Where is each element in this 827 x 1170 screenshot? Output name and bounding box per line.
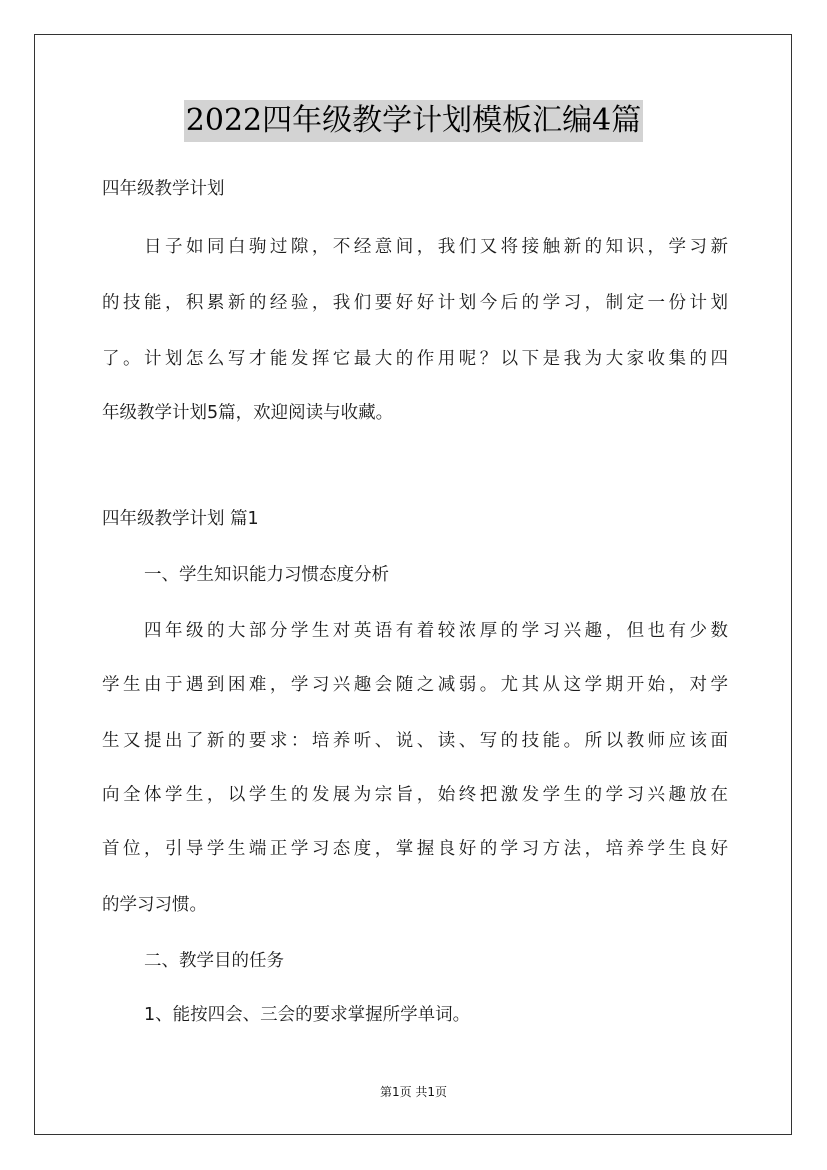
analysis-line-1: 四年级的大部分学生对英语有着较浓厚的学习兴趣，但也有少数	[144, 621, 728, 641]
section-heading: 四年级教学计划	[102, 179, 225, 199]
analysis-line-3: 生又提出了新的要求：培养听、说、读、写的技能。所以教师应该面	[102, 731, 728, 751]
article-heading: 四年级教学计划 篇1	[102, 509, 259, 529]
intro-line-2: 的技能，积累新的经验，我们要好好计划今后的学习，制定一份计划	[102, 293, 728, 313]
page-footer	[0, 1083, 827, 1100]
subheading-student-analysis: 一、学生知识能力习惯态度分析	[144, 565, 389, 585]
analysis-line-4: 向全体学生，以学生的发展为宗旨，始终把激发学生的学习兴趣放在	[102, 785, 728, 805]
analysis-line-5: 首位，引导学生端正学习态度，掌握良好的学习方法，培养学生良好	[102, 839, 728, 859]
intro-line-3: 了。计划怎么写才能发挥它最大的作用呢？以下是我为大家收集的四	[102, 349, 728, 369]
intro-line-1: 日子如同白驹过隙，不经意间，我们又将接触新的知识，学习新	[144, 237, 728, 257]
title-wrap	[0, 100, 827, 142]
subheading-teaching-tasks: 二、教学目的任务	[144, 951, 284, 971]
task-line-1: 1、能按四会、三会的要求掌握所学单词。	[144, 1005, 471, 1025]
document-title: 2022四年级教学计划模板汇编4篇	[184, 100, 643, 142]
page-indicator: 第1页 共1页	[379, 1085, 448, 1099]
analysis-line-6: 的学习习惯。	[102, 895, 207, 915]
intro-line-4: 年级教学计划5篇，欢迎阅读与收藏。	[102, 403, 394, 423]
analysis-line-2: 学生由于遇到困难，学习兴趣会随之减弱。尤其从这学期开始，对学	[102, 675, 728, 695]
